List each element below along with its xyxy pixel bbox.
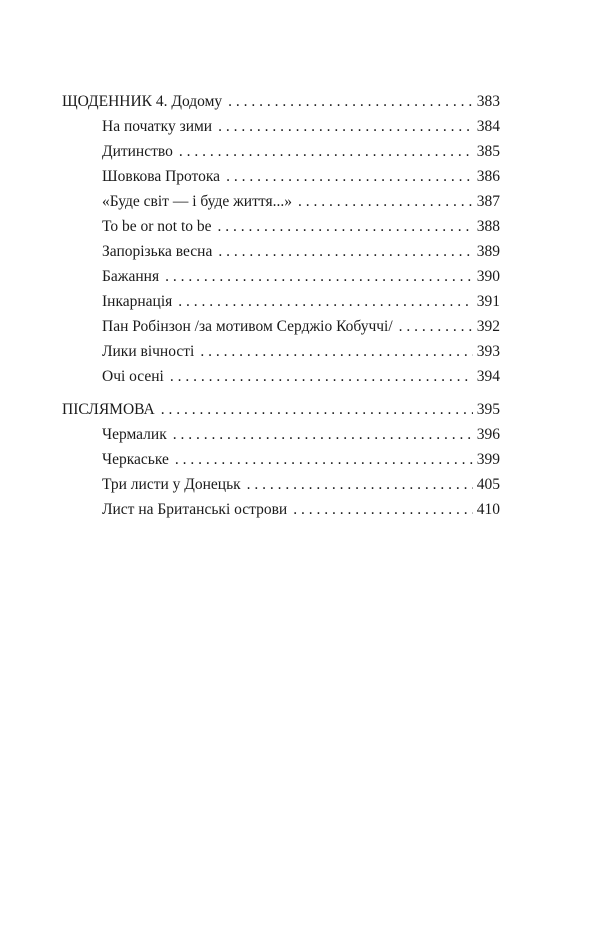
toc-entry-title: Бажання (102, 268, 160, 285)
toc-entry (62, 314, 500, 339)
dot-leader (218, 114, 473, 139)
toc-entry (62, 114, 500, 139)
toc-entry (62, 239, 500, 264)
toc-entry-title: To be or not to be (102, 218, 212, 235)
toc-heading-title: ПІСЛЯМОВА (62, 401, 155, 418)
dot-leader (218, 239, 472, 264)
toc-heading-entry (62, 89, 500, 114)
toc-section-diary-4 (62, 89, 500, 389)
toc-entry-title: Пан Робінзон /за мотивом Серджіо Кобуччі/ (102, 318, 393, 335)
dot-leader (179, 139, 473, 164)
toc-entry (62, 364, 500, 389)
toc-page-number: 410 (476, 501, 500, 518)
dot-leader (399, 314, 473, 339)
toc-entry-title: Інкарнація (102, 293, 173, 310)
toc-page-number: 392 (476, 318, 500, 335)
toc-entry-title: Черкаське (102, 451, 169, 468)
dot-leader (298, 189, 473, 214)
toc-heading-title: ЩОДЕННИК 4. Додому (62, 93, 223, 110)
toc-page-number: 387 (476, 193, 500, 210)
toc-page-number: 393 (476, 343, 500, 360)
dot-leader (218, 214, 473, 239)
toc-entry-title: «Буде світ — і буде життя...» (102, 193, 292, 210)
toc-entry (62, 164, 500, 189)
toc-entry-title: Дитинство (102, 143, 173, 160)
toc-page-number: 384 (476, 118, 500, 135)
toc-entry (62, 289, 500, 314)
toc-entry (62, 339, 500, 364)
dot-leader (161, 397, 473, 422)
toc-entry (62, 189, 500, 214)
toc-page-number: 390 (476, 268, 500, 285)
toc-section-afterword (62, 397, 500, 522)
toc-page-number: 383 (476, 93, 500, 110)
toc-entry-title: Очі осені (102, 368, 164, 385)
dot-leader (247, 472, 473, 497)
toc-entry-title: Лист на Британські острови (102, 501, 288, 518)
toc-entry (62, 472, 500, 497)
toc-page-number: 388 (476, 218, 500, 235)
toc-page-number: 389 (476, 243, 500, 260)
toc-entry (62, 447, 500, 472)
toc-entry-title: Запорізька весна (102, 243, 213, 260)
dot-leader (228, 89, 473, 114)
toc-page-number: 385 (476, 143, 500, 160)
toc-page-number: 395 (476, 401, 500, 418)
toc-page-number: 394 (476, 368, 500, 385)
toc-entry-title: На початку зими (102, 118, 213, 135)
toc-heading-entry (62, 397, 500, 422)
toc-entry (62, 264, 500, 289)
dot-leader (175, 447, 473, 472)
dot-leader (170, 364, 473, 389)
toc-entry (62, 497, 500, 522)
toc-entry (62, 139, 500, 164)
toc-entry-title: Лики вічності (102, 343, 195, 360)
toc-entry-title: Чермалик (102, 426, 167, 443)
toc-page-number: 386 (476, 168, 500, 185)
toc-entry (62, 422, 500, 447)
toc-page-number: 396 (476, 426, 500, 443)
dot-leader (173, 422, 473, 447)
dot-leader (226, 164, 473, 189)
table-of-contents (62, 89, 500, 522)
toc-entry-title: Шовкова Протока (102, 168, 221, 185)
dot-leader (165, 264, 473, 289)
toc-entry (62, 214, 500, 239)
dot-leader (178, 289, 472, 314)
dot-leader (200, 339, 472, 364)
toc-page-number: 391 (476, 293, 500, 310)
toc-page-number: 399 (476, 451, 500, 468)
dot-leader (293, 497, 473, 522)
toc-page-number: 405 (476, 476, 500, 493)
toc-entry-title: Три листи у Донецьк (102, 476, 241, 493)
